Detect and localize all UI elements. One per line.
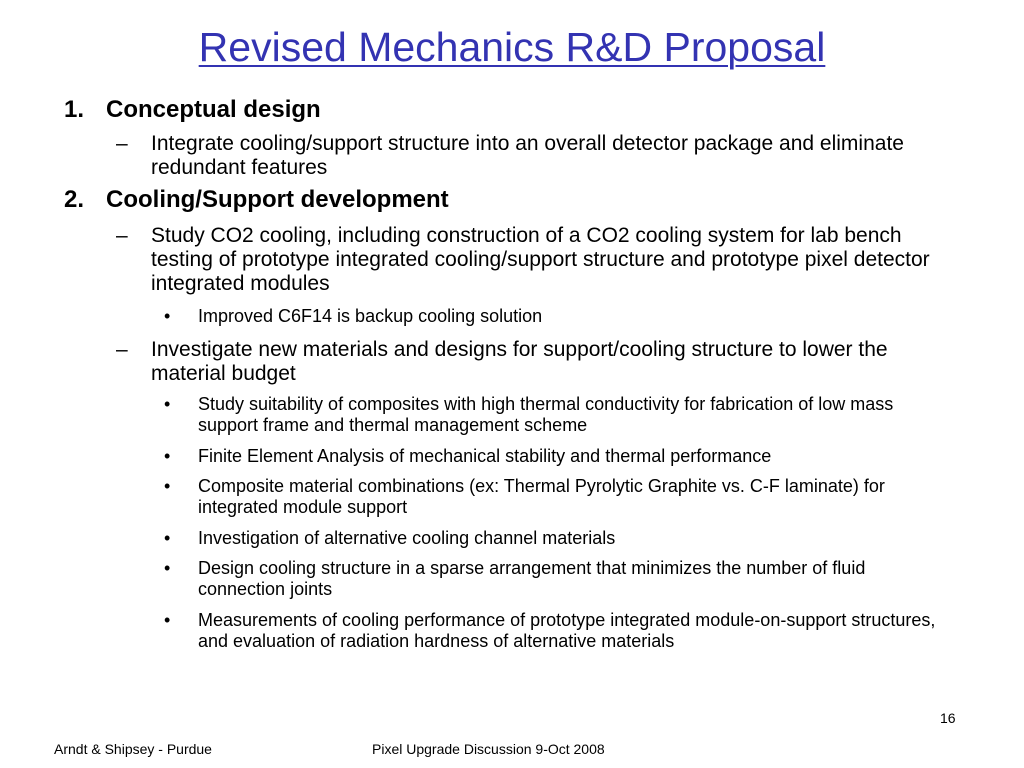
bullet-text: Study suitability of composites with high thermal conductivity for fabrication of low mass support frame and thermal management scheme: [198, 394, 894, 435]
bullet-text: Investigation of alternative cooling channel materials: [198, 528, 616, 548]
dash-marker: –: [116, 132, 128, 155]
bullet-text: Improved C6F14 is backup cooling solution: [198, 306, 543, 326]
bullet-marker: •: [164, 306, 171, 326]
bullet-marker: •: [164, 610, 171, 630]
bullet-marker: •: [164, 446, 171, 466]
bullet-marker: •: [164, 528, 171, 548]
slide-title: Revised Mechanics R&D Proposal: [198, 24, 826, 70]
dash-marker: –: [116, 224, 128, 247]
bullet-marker: •: [164, 394, 171, 414]
bullet-text: Composite material combinations (ex: Thermal Pyrolytic Graphite vs. C-F laminate) for integrated module support: [198, 476, 885, 517]
list-heading: Cooling/Support development: [106, 186, 449, 213]
footer-author: Arndt & Shipsey - Purdue: [54, 741, 212, 757]
list-number: 2.: [64, 186, 85, 213]
sub-item-text: Investigate new materials and designs for support/cooling structure to lower the material budget: [151, 338, 888, 385]
sub-item-text: Integrate cooling/support structure into an overall detector package and eliminate redundant features: [151, 132, 904, 179]
dash-marker: –: [116, 338, 128, 361]
bullet-text: Design cooling structure in a sparse arrangement that minimizes the number of fluid connection joints: [198, 558, 866, 599]
list-number: 1.: [64, 96, 85, 123]
bullet-text: Measurements of cooling performance of prototype integrated module-on-support structures, and evaluation of radiation hardness of alternative materials: [198, 610, 936, 651]
footer-event: Pixel Upgrade Discussion 9-Oct 2008: [372, 741, 605, 757]
sub-item-text: Study CO2 cooling, including construction of a CO2 cooling system for lab bench testing of prototype integrated cooling/support structure and prototype pixel detector integrated modules: [151, 224, 930, 295]
page-number: 16: [940, 710, 956, 726]
bullet-text: Finite Element Analysis of mechanical stability and thermal performance: [198, 446, 772, 466]
bullet-marker: •: [164, 476, 171, 496]
list-heading: Conceptual design: [106, 96, 321, 123]
bullet-marker: •: [164, 558, 171, 578]
